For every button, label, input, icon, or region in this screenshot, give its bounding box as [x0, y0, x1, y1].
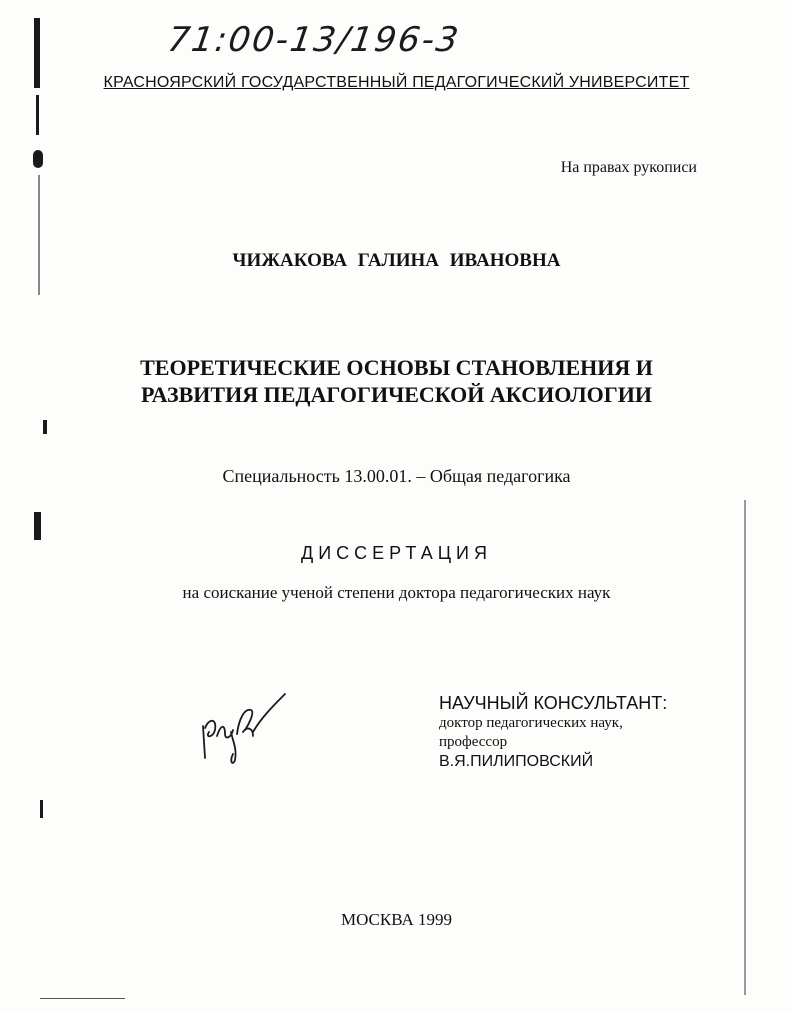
title-line-1: ТЕОРЕТИЧЕСКИЕ ОСНОВЫ СТАНОВЛЕНИЯ И [140, 355, 653, 380]
scan-hole-mark [33, 150, 43, 168]
specialty: Специальность 13.00.01. – Общая педагогика [222, 466, 571, 486]
handwritten-signature-icon [195, 688, 290, 768]
scientific-consultant [439, 692, 667, 772]
university-name: КРАСНОЯРСКИЙ ГОСУДАРСТВЕННЫЙ ПЕДАГОГИЧЕСКИЙ УНИВЕРСИТЕТ [103, 74, 690, 91]
consultant-degree: доктор педагогических наук, [439, 715, 623, 731]
title-line-2: РАЗВИТИЯ ПЕДАГОГИЧЕСКОЙ АКСИОЛОГИИ [141, 382, 652, 407]
author-name: ЧИЖАКОВА ГАЛИНА ИВАНОВНА [232, 250, 561, 271]
consultant-rank: профессор [439, 734, 508, 750]
city-year: МОСКВА 1999 [340, 910, 453, 929]
scan-hole-mark [34, 512, 41, 540]
document-type: ДИССЕРТАЦИЯ [301, 543, 492, 563]
manuscript-rights-note: На правах рукописи [560, 159, 697, 176]
degree-sought: на соискание ученой степени доктора педагогических наук [182, 583, 611, 602]
scan-bottom-line [40, 998, 125, 999]
archive-code: 71:00-13/196-3 [165, 20, 463, 60]
dissertation-title [0, 354, 793, 408]
consultant-role: НАУЧНЫЙ КОНСУЛЬТАНТ: [439, 693, 668, 713]
scan-binding-mark [40, 800, 43, 818]
scan-binding-mark [43, 420, 47, 434]
scan-binding-mark [36, 95, 39, 135]
consultant-name: В.Я.ПИЛИПОВСКИЙ [439, 753, 594, 770]
scan-binding-mark [38, 175, 40, 295]
